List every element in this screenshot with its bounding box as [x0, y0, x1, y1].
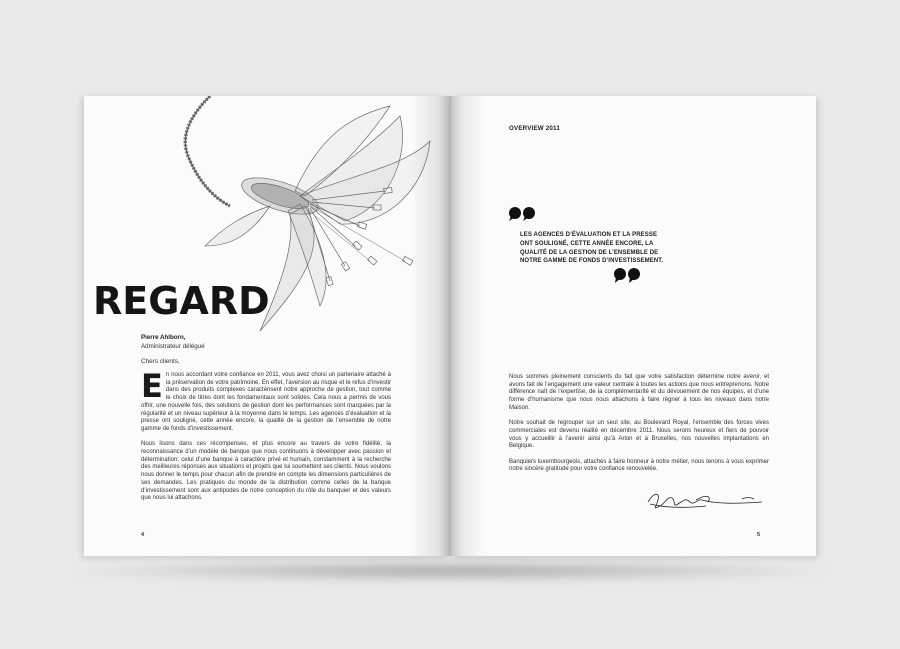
page-title: REGARD: [93, 279, 270, 323]
author-name: Pierre Ahlborn,: [141, 334, 186, 341]
paragraph-text: n nous accordant votre confiance en 2011, vous avez choisi un partenaire attaché à la préservation de votre patrimoine. En effet, l’aversion au risque et le refus d’investir dans des produits complexes caractérisent notre approche de gestion, tout comme le choix de titres dont les fondamentaux sont solides. Cela nous a permis de vous offrir, une nouvelle fois, des solutions de gestion dont les performances sont marquées par la régularité et un niveau supérieur à la moyenne dans le temps. Les agences d’évaluation et la presse ont souligné, cette année encore, la qualité de la gestion de l’ensemble de notre gamme de fonds d’investissement.: [141, 372, 391, 432]
paragraph: Notre souhait de regrouper sur un seul site, au Boulevard Royal, l’ensemble des forces vives commerciales est devenu réalité en décembre 2011. Nous serons heureux et fiers de pouvoir vous y accueillir à l’avenir ainsi qu’à Arlon et à Bruxelles, nos nouvelles implantations en Belgique.: [509, 420, 769, 450]
letter-body-right: [509, 374, 769, 482]
paragraph: Nous sommes pleinement conscients du fait que votre satisfaction détermine notre avenir, et avons fait de l’engagement une valeur centrale à toutes les actions que nous entreprenons. Notre différence naît de l’expertise, de la complémentarité et du dévouement de nos équipes, et d’une forme d’humanisme que nous nous attachons à faire régner à tous les niveaux dans notre Maison.: [509, 374, 769, 411]
paragraph: Banquiers luxembourgeois, attachés à faire honneur à notre métier, nous tenons à vous exprimer notre sincère gratitude pour votre confiance renouvelée.: [509, 458, 769, 473]
brochure-shadow: [60, 560, 840, 582]
left-page: [84, 96, 451, 556]
handwritten-signature: [646, 488, 764, 514]
right-page: [451, 96, 816, 556]
pull-quote: LES AGENCES D’ÉVALUATION ET LA PRESSE ONT SOULIGNÉ, CETTE ANNÉE ENCORE, LA QUALITÉ DE LA GESTION DE L’ENSEMBLE DE NOTRE GAMME DE FONDS D’INVESTISSEMENT.: [520, 232, 664, 265]
paragraph: Nous lisons dans ces récompenses, et plus encore au travers de votre fidélité, la reconnaissance d’un modèle de banque que nous continuons à développer avec passion et détermination: celui d’une banque à caractère privé et humain, constamment à la recherche des meilleures réponses aux situations et projets que lui soumettent ses clients. Nous voulons nous donner le temps pour chacun afin de prendre en compte les dimensions particulières de ses demandes. Les pratiques du monde de la distribution comme celles de la banque d’investissement sont aux antipodes de notre conception du rôle du banquier et des valeurs que nous lui attachons.: [141, 441, 391, 502]
letter-greeting: Chers clients,: [141, 358, 180, 365]
open-quote-icon: [508, 205, 538, 221]
page-number: 5: [757, 532, 761, 538]
drop-cap: E: [141, 367, 163, 405]
spine-shadow: [411, 96, 451, 556]
letter-body-left: [141, 367, 391, 511]
paragraph: [141, 367, 391, 434]
author-role: Administrateur délégué: [141, 343, 205, 350]
spine-shadow: [451, 96, 485, 556]
page-number: 4: [141, 532, 145, 538]
section-label: OVERVIEW 2011: [509, 125, 560, 132]
close-quote-icon: [612, 267, 642, 283]
